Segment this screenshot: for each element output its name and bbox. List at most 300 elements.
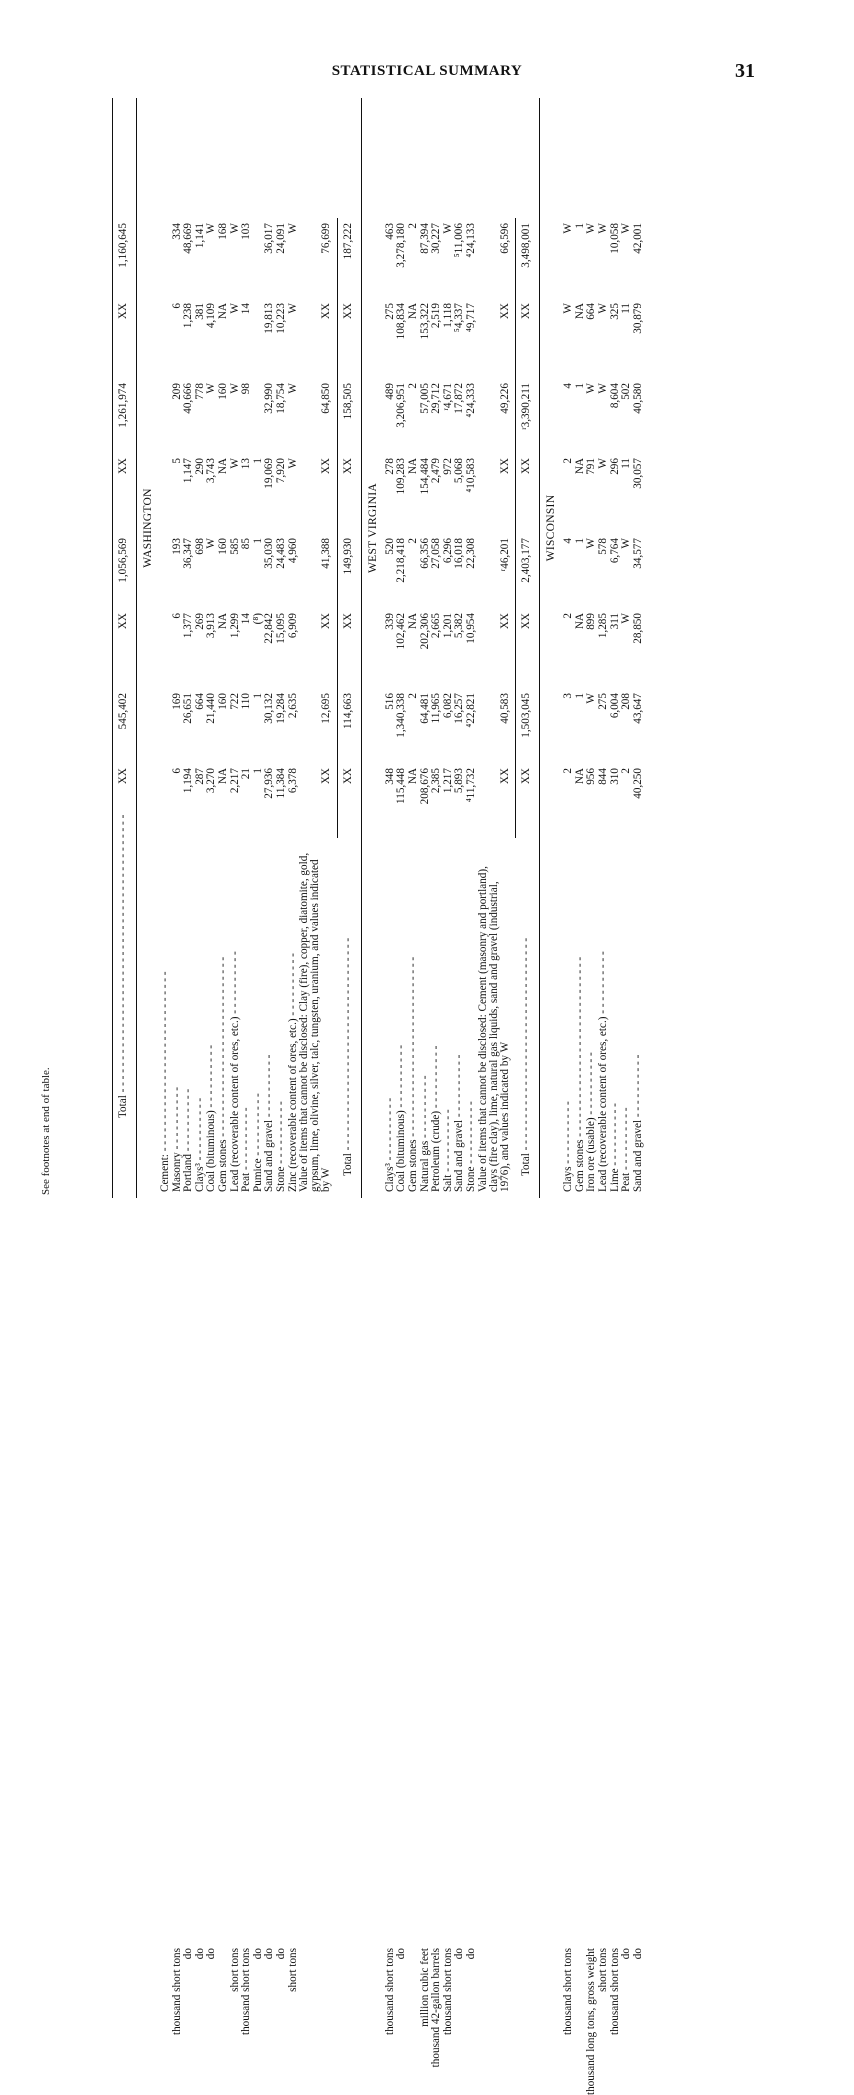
table-cell-value: 489 [383,383,396,400]
table-cell-value: 2 [407,693,419,699]
table-cell-value: ʳ4,671 [441,383,454,411]
table-cell-value: 3,743 [205,458,218,484]
table-cell-value: ⁴24,133 [465,223,477,258]
row-label: Stone - - - - - - - - - - [465,1101,477,1192]
table-cell-value: 1,056,569 [117,538,129,583]
table-cell-value: 1 [573,538,586,544]
table-cell-value: 43,647 [631,693,644,724]
row-label: Sand and gravel - - - - - - - - - - [263,1054,276,1192]
table-cell-value: 208,676 [418,768,431,805]
table-cell-value: W [286,223,299,234]
table-cell-value: 2 [407,538,419,544]
table-cell-value: NA [407,458,419,475]
table-cell-value: 2 [562,768,575,774]
row-unit: do [631,1948,644,1960]
table-cell-value: 158,505 [341,383,354,420]
row-unit: short tons [228,1948,241,1992]
table-cell-value: 26,651 [182,693,195,724]
table-cell-value: ⁴11,732 [465,768,477,803]
total-rule [515,218,516,838]
table-cell-value: ⁴24,333 [465,383,477,418]
table-cell-value: W [562,303,575,314]
table-cell-value: NA [407,613,419,630]
section-heading: WISCONSIN [545,494,558,562]
table-cell-value: W [597,303,609,314]
table-cell-value: 4,109 [205,303,218,329]
table-cell-value: 6,909 [286,613,299,639]
table-cell-value: 1,160,645 [117,223,129,268]
table-cell-value: XX [520,768,533,785]
table-cell-value: 2,665 [430,613,443,639]
table-cell-value: 1,377 [182,613,195,639]
row-label: Salt - - - - - - - - - - [441,1109,454,1192]
row-label: Masonry - - - - - - - - - - [170,1087,183,1192]
table-cell-value: W [441,223,454,234]
row-label: Iron ore (usable) - - - - - - - - - - [585,1052,598,1192]
row-unit: thousand short tons [441,1948,454,2036]
table-cell-value: 14 [240,613,253,625]
table-cell-value: XX [320,768,333,785]
table-cell-value: XX [117,458,129,475]
table-cell-value: 24,483 [275,538,287,569]
row-unit: thousand short tons [562,1948,575,2036]
row-label: Clays³ - - - - - - - - - - [383,1097,396,1192]
table-cell-value: 6,004 [608,693,621,719]
row-unit: thousand short tons [608,1948,621,2036]
table-cell-value: XX [520,613,533,630]
table-cell-value: 6,296 [441,538,454,564]
table-cell-value: 114,663 [341,693,354,729]
row-label: Sand and gravel - - - - - - - - - - [631,1054,644,1192]
row-unit: do [205,1948,218,1960]
row-unit: million cubic feet [418,1948,431,2027]
table-cell-value: W [228,383,241,394]
total-rule [337,218,338,838]
row-label: Pumice - - - - - - - - - - [251,1093,264,1192]
table-cell-value: 348 [383,768,396,785]
row-unit: short tons [597,1948,609,1992]
row-unit: thousand short tons [383,1948,396,2036]
table-cell-value: 160 [217,383,229,400]
table-cell-value: W [585,383,598,394]
table-cell-value: W [585,693,598,704]
row-unit: do [620,1948,633,1960]
table-cell-value: 193 [170,538,183,555]
table-cell-value: 1,261,974 [117,383,129,428]
table-cell-value: 64,481 [418,693,431,724]
table-cell-value: W [597,383,609,394]
table-cell-value: 339 [383,613,396,630]
table-cell-value: 956 [585,768,598,785]
table-cell-value: 28,850 [631,613,644,644]
table-cell-value: W [228,303,241,314]
row-label: Cement: - - - - - - - - - - - - - - - - - - - - - - - - - - - - [159,971,171,1192]
table-cell-value: 27,936 [263,768,276,799]
table-cell-value: XX [341,613,354,630]
table-cell-value: XX [341,303,354,320]
section-heading: WASHINGTON [142,488,154,568]
table-cell-value: 66,356 [418,538,431,569]
table-cell-value: XX [498,768,511,785]
table-cell-value: 2 [407,383,419,389]
table-cell-value: 585 [228,538,241,555]
row-label: Clays³ - - - - - - - - - - [193,1097,206,1192]
table-cell-value: 2,635 [286,693,299,719]
table-cell-value: 19,284 [275,693,287,724]
table-cell-value: 463 [383,223,396,240]
table-cell-value: NA [573,613,586,630]
table-cell-value: W [205,223,218,234]
row-label: Portland - - - - - - - - - - [182,1088,195,1192]
table-cell-value: 24,091 [275,223,287,254]
table-cell-value: 42,001 [631,223,644,254]
table-cell-value: 1,238 [182,303,195,329]
row-unit: thousand short tons [170,1948,183,2036]
table-cell-value: 3,278,180 [395,223,408,268]
table-cell-value: 1 [251,458,264,464]
table-cell-value: 29,712 [430,383,443,414]
table-cell-value: 1 [573,383,586,389]
table-cell-value: 18,754 [275,383,287,414]
table-cell-value: W [562,223,575,234]
table-cell-value: 36,347 [182,538,195,569]
page-header-title: STATISTICAL SUMMARY [331,63,523,79]
table-cell-value: 154,484 [418,458,431,495]
table-cell-value: XX [117,613,129,630]
table-cell-value: 19,813 [263,303,276,334]
table-cell-value: 578 [597,538,609,555]
table-cell-value: 108,834 [395,303,408,340]
table-cell-value: 22,842 [263,613,276,644]
table-cell-value: 290 [193,458,206,475]
table-cell-value: 2 [562,458,575,464]
table-cell-value: 502 [620,383,633,400]
table-cell-value: W [597,223,609,234]
table-cell-value: 1 [573,693,586,699]
page-number: 31 [735,60,755,82]
row-unit: do [193,1948,206,1960]
rotated-statistical-table [108,98,758,2095]
table-cell-value: ⁵11,006 [453,223,466,258]
table-cell-value: XX [320,613,333,630]
table-cell-value: 12,695 [320,693,333,724]
table-cell-value: W [620,223,633,234]
table-cell-value: 1 [251,693,264,699]
table-cell-value: 115,448 [395,768,408,804]
table-cell-value: ⁴22,821 [465,693,477,728]
table-cell-value: 3,270 [205,768,218,794]
table-cell-value: W [620,538,633,549]
table-cell-value: NA [407,768,419,785]
row-label: Zinc (recoverable content of ores, etc.) - - - - - - - - - - [286,953,299,1192]
table-cell-value: 153,322 [418,303,431,340]
table-cell-value: 30,227 [430,223,443,254]
table-cell-value: 1 [251,538,264,544]
row-label: Value of items that cannot be disclosed: Clay (fire), copper, diatomite, gold, gypsum, lime, olivine, silver, talc, tungsten, uranium, and values indicated by W [298,852,333,1192]
table-cell-value: 30,132 [263,693,276,724]
table-cell-value: 11 [620,458,633,469]
table-cell-value: 899 [585,613,598,630]
row-label: Lime - - - - - - - - - - [608,1103,621,1192]
table-cell-value: 520 [383,538,396,555]
row-label: Stone - - - - - - - - - - [275,1101,287,1192]
table-cell-value: 1,340,338 [395,693,408,738]
table-cell-value: 22,308 [465,538,477,569]
table-cell-value: 2,519 [430,303,443,329]
table-cell-value: 698 [193,538,206,555]
table-cell-value: 722 [228,693,241,710]
table-cell-value: W [620,613,633,624]
table-cell-value: ʳ46,201 [498,538,511,572]
table-cell-value: 87,394 [418,223,431,254]
table-cell-value: 21,440 [205,693,218,724]
table-cell-value: 187,222 [341,223,354,260]
table-cell-value: 381 [193,303,206,320]
table-cell-value: 664 [585,303,598,320]
table-cell-value: XX [498,458,511,475]
table-cell-value: 17,872 [453,383,466,414]
row-label: Gem stones - - - - - - - - - - - - - - - - - - - - - - - - - - - - [573,956,586,1192]
table-cell-value: 168 [217,223,229,240]
row-label: Value of items that cannot be disclosed: Cement (masonry and portland), clays (fire clay), lime, natural gas liquids, sand and gravel (industrial, 1976), and values indicated by W [476,866,511,1192]
row-label: Lead (recoverable content of ores, etc.) - - - - - - - - - - [597,951,609,1192]
table-cell-value: NA [407,303,419,320]
table-cell-value: W [286,383,299,394]
table-cell-value: 1,194 [182,768,195,794]
table-cell-value: 2,217 [228,768,241,794]
table-cell-value: 3 [562,693,575,699]
table-cell-value: 16,257 [453,693,466,724]
table-cell-value: 66,596 [498,223,511,254]
table-cell-value: 3,498,001 [520,223,533,268]
row-unit: do [182,1948,195,1960]
row-label: Coal (bituminous) - - - - - - - - - - [205,1045,218,1192]
table-cell-value: 76,699 [320,223,333,254]
table-cell-value: 160 [217,538,229,555]
table-cell-value: 48,669 [182,223,195,254]
row-label: Clays - - - - - - - - - - [562,1101,575,1192]
row-unit: do [275,1948,287,1960]
table-cell-value: 10,058 [608,223,621,254]
table-cell-value: 269 [193,613,206,630]
table-cell-value: XX [117,768,129,785]
row-label: Total - - - - - - - - - - - - - - - - - - - - - - - - - - - - - - - - - [341,937,354,1176]
table-cell-value: 3,206,951 [395,383,408,428]
table-cell-value: NA [573,768,586,785]
table-cell-value: 1 [573,223,586,229]
row-label: Peat - - - - - - - - - - [620,1107,633,1192]
table-cell-value: 35,030 [263,538,276,569]
table-cell-value: 40,580 [631,383,644,414]
table-cell-value: 14 [240,303,253,315]
table-cell-value: 8,604 [608,383,621,409]
table-cell-value: 85 [240,538,253,550]
row-label: Sand and gravel - - - - - - - - - - [453,1054,466,1192]
table-top-rule [112,98,113,1198]
table-cell-value: NA [217,458,229,475]
table-cell-value: XX [320,303,333,320]
table-cell-value: 310 [608,768,621,785]
table-cell-value: 7,920 [275,458,287,484]
table-cell-value: XX [498,613,511,630]
row-unit: do [453,1948,466,1960]
table-cell-value: 15,095 [275,613,287,644]
table-cell-value: 13 [240,458,253,470]
row-unit: do [465,1948,477,1960]
table-cell-value: 30,057 [631,458,644,489]
table-cell-value: (⁸) [251,613,264,625]
table-cell-value: W [286,458,299,469]
table-cell-value: 6,082 [441,693,454,719]
table-cell-value: 16,018 [453,538,466,569]
table-cell-value: 5,893 [453,768,466,794]
table-cell-value: 334 [170,223,183,240]
table-cell-value: XX [341,768,354,785]
table-cell-value: 791 [585,458,598,475]
row-unit: thousand long tons, gross weight [585,1948,598,2095]
table-cell-value: 275 [597,693,609,710]
table-cell-value: 169 [170,693,183,710]
table-cell-value: XX [341,458,354,475]
table-cell-value: 3,913 [205,613,218,639]
table-cell-value: XX [498,303,511,320]
table-cell-value: 4 [562,538,575,544]
table-cell-value: 11,384 [275,768,287,799]
table-cell-value: 778 [193,383,206,400]
table-cell-value: 1,201 [441,613,454,639]
table-cell-value: XX [520,458,533,475]
table-cell-value: 19,069 [263,458,276,489]
table-cell-value: NA [217,613,229,630]
table-cell-value: 1,285 [597,613,609,639]
footnote: See footnotes at end of table. [40,1067,52,1195]
row-label: Lead (recoverable content of ores, etc.) - - - - - - - - - - [228,951,241,1192]
section-rule [539,98,540,1198]
table-cell-value: 278 [383,458,396,475]
table-cell-value: XX [320,458,333,475]
table-cell-value: 202,306 [418,613,431,650]
row-label: Peat - - - - - - - - - - [240,1107,253,1192]
table-cell-value: 1,141 [193,223,206,249]
table-cell-value: W [228,458,241,469]
row-label: Petroleum (crude) - - - - - - - - - - [430,1045,443,1192]
table-cell-value: 1 [251,768,264,774]
table-cell-value: 4,960 [286,538,299,564]
row-unit: do [263,1948,276,1960]
table-cell-value: 6 [170,613,183,619]
table-cell-value: ⁴10,583 [465,458,477,493]
row-unit: do [251,1948,264,1960]
table-cell-value: 208 [620,693,633,710]
table-cell-value: NA [573,458,586,475]
row-label: Gem stones - - - - - - - - - - - - - - - - - - - - - - - - - - - - [407,956,419,1192]
table-cell-value: 209 [170,383,183,400]
table-cell-value: 10,954 [465,613,477,644]
table-cell-value: 6,764 [608,538,621,564]
table-cell-value: W [228,223,241,234]
table-cell-value: 2 [407,223,419,229]
table-cell-value: XX [117,303,129,320]
table-cell-value: 844 [597,768,609,785]
table-cell-value: 2,479 [430,458,443,484]
table-cell-value: 110 [240,693,253,710]
table-cell-value: 11 [620,303,633,314]
table-cell-value: 109,283 [395,458,408,495]
table-cell-value: 103 [240,223,253,240]
row-unit: thousand 42-gallon barrels [430,1948,443,2068]
table-cell-value: 2 [620,768,633,774]
table-cell-value: 296 [608,458,621,475]
row-label: Natural gas - - - - - - - - - - [418,1075,431,1192]
table-cell-value: 1,503,045 [520,693,533,738]
table-cell-value: 32,990 [263,383,276,414]
table-cell-value: 5,382 [453,613,466,639]
table-cell-value: 2,218,418 [395,538,408,583]
table-cell-value: W [585,538,598,549]
table-cell-value: 972 [441,458,454,475]
table-cell-value: 311 [608,613,621,630]
table-cell-value: 4 [562,383,575,389]
table-cell-value: 1,217 [441,768,454,794]
table-cell-value: 102,462 [395,613,408,650]
table-cell-value: 149,930 [341,538,354,575]
table-cell-value: 21 [240,768,253,780]
table-cell-value: 64,850 [320,383,333,414]
table-cell-value: W [597,458,609,469]
table-cell-value: 287 [193,768,206,785]
row-label: Total - - - - - - - - - - - - - - - - - - - - - - - - - - - - - - - - - [520,937,533,1176]
table-rule [136,98,137,1198]
table-cell-value: 6,378 [286,768,299,794]
table-cell-value: W [286,303,299,314]
table-cell-value: 545,402 [117,693,129,730]
table-cell-value: 40,250 [631,768,644,799]
table-cell-value: 2,403,177 [520,538,533,583]
statistics-table [108,98,758,2095]
table-cell-value: 10,223 [275,303,287,334]
table-cell-value: 34,577 [631,538,644,569]
row-label: Coal (bituminous) - - - - - - - - - - [395,1045,408,1192]
table-cell-value: 516 [383,693,396,710]
section-heading: WEST VIRGINIA [366,482,379,574]
table-cell-value: 160 [217,693,229,710]
table-cell-value: 1,147 [182,458,195,484]
table-cell-value: 664 [193,693,206,710]
table-cell-value: 57,005 [418,383,431,414]
row-label: Total - - - - - - - - - - - - - - - - - - - - - - - - - - - - - - - - - - - - - - - - - - - [117,814,129,1118]
table-cell-value: NA [217,303,229,320]
table-cell-value: ⁴9,717 [465,303,477,333]
table-cell-value: 2 [562,613,575,619]
table-cell-value: 325 [608,303,621,320]
table-cell-value: NA [573,303,586,320]
table-cell-value: 40,666 [182,383,195,414]
table-cell-value: W [205,383,218,394]
table-cell-value: NA [217,768,229,785]
table-cell-value: 6 [170,303,183,309]
table-cell-value: 2,385 [430,768,443,794]
table-cell-value: W [205,538,218,549]
row-unit: thousand short tons [240,1948,253,2036]
row-unit: do [395,1948,408,1960]
row-label: Gem stones - - - - - - - - - - - - - - - - - - - - - - - - - - - - [217,956,229,1192]
table-cell-value: 1,118 [441,303,454,328]
table-cell-value: 27,058 [430,538,443,569]
table-cell-value: XX [520,303,533,320]
table-cell-value: 5 [170,458,183,464]
table-cell-value: 11,965 [430,693,443,724]
row-unit: short tons [286,1948,299,1992]
